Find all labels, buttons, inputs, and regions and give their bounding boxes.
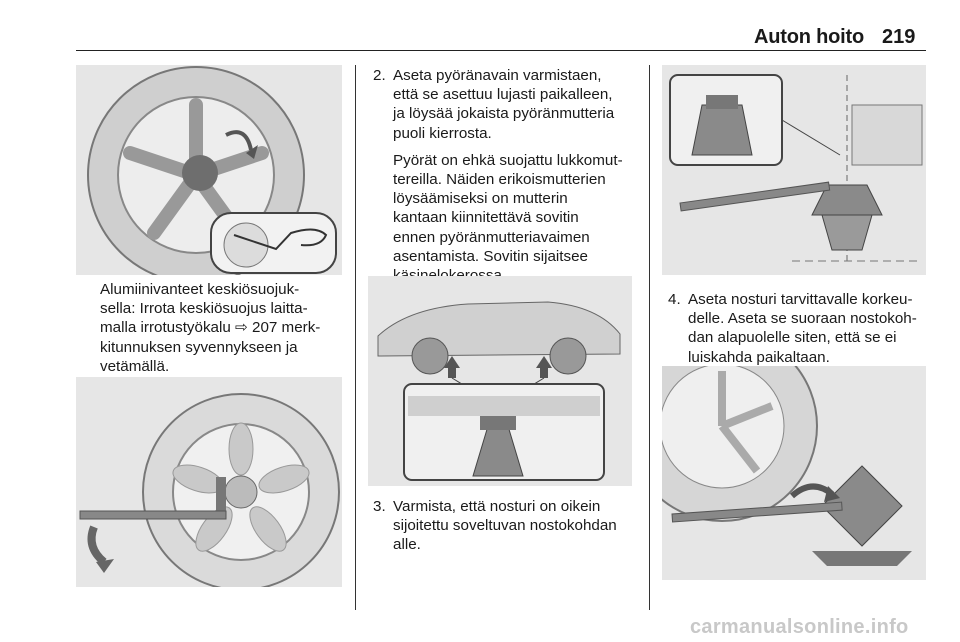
figure-wheel-cover-removal	[76, 65, 342, 275]
watermark: carmanualsonline.info	[690, 616, 909, 638]
figure-wheel-wrench	[76, 377, 342, 587]
step-line: Aseta nosturi tarvittavalle korkeu-	[688, 291, 913, 308]
note-line: Pyörät on ehkä suojattu lukkomut-	[393, 151, 623, 169]
step-line: sijoitettu soveltuvan nostokohdan	[393, 517, 617, 535]
column-divider-left	[355, 65, 356, 610]
caption-line: malla irrotustyökalu ⇨ 207 merk-	[100, 319, 321, 337]
column-divider-right	[649, 65, 650, 610]
figure-jack-raising	[662, 366, 926, 580]
caption-line: sella: Irrota keskiösuojus laitta-	[100, 300, 308, 318]
page-number: 219	[882, 26, 916, 48]
step-line: Varmista, että nosturi on oikein	[393, 498, 601, 515]
figure-car-jack-points	[368, 276, 632, 486]
step-line: Aseta pyöränavain varmistaen,	[393, 67, 602, 84]
step-line: ja löysää jokaista pyöränmutteria	[393, 105, 615, 123]
step-line: puoli kierrosta.	[393, 124, 492, 142]
section-title: Auton hoito	[754, 26, 864, 48]
step-3	[373, 497, 643, 557]
step-number: 2.	[373, 67, 386, 84]
caption-line: kitunnuksen syvennykseen ja	[100, 338, 298, 356]
note-line: tereilla. Näiden erikoismutterien	[393, 171, 606, 189]
step-2	[373, 66, 643, 265]
step-line: että se asettuu lujasti paikalleen,	[393, 86, 613, 104]
step-number: 3.	[373, 498, 386, 515]
step-line: dan alapuolelle siten, että se ei	[688, 329, 897, 347]
note-line: löysäämiseksi on mutterin	[393, 190, 568, 208]
step-number: 4.	[668, 291, 681, 308]
header-rule	[76, 50, 926, 51]
caption-line: vetämällä.	[100, 357, 170, 375]
step-line: delle. Aseta se suoraan nostokoh-	[688, 310, 917, 328]
note-line: asentamista. Sovitin sijaitsee	[393, 247, 588, 265]
caption-line: Alumiinivanteet keskiösuojuk-	[100, 281, 300, 298]
step-line: luiskahda paikaltaan.	[688, 348, 830, 366]
step-4	[668, 290, 938, 370]
note-line: kantaan kiinnitettävä sovitin	[393, 209, 579, 227]
cover-removal-caption	[100, 280, 345, 376]
step-line: alle.	[393, 536, 421, 554]
figure-jack-positioning	[662, 65, 926, 275]
note-line: ennen pyöränmutteriavaimen	[393, 228, 590, 246]
